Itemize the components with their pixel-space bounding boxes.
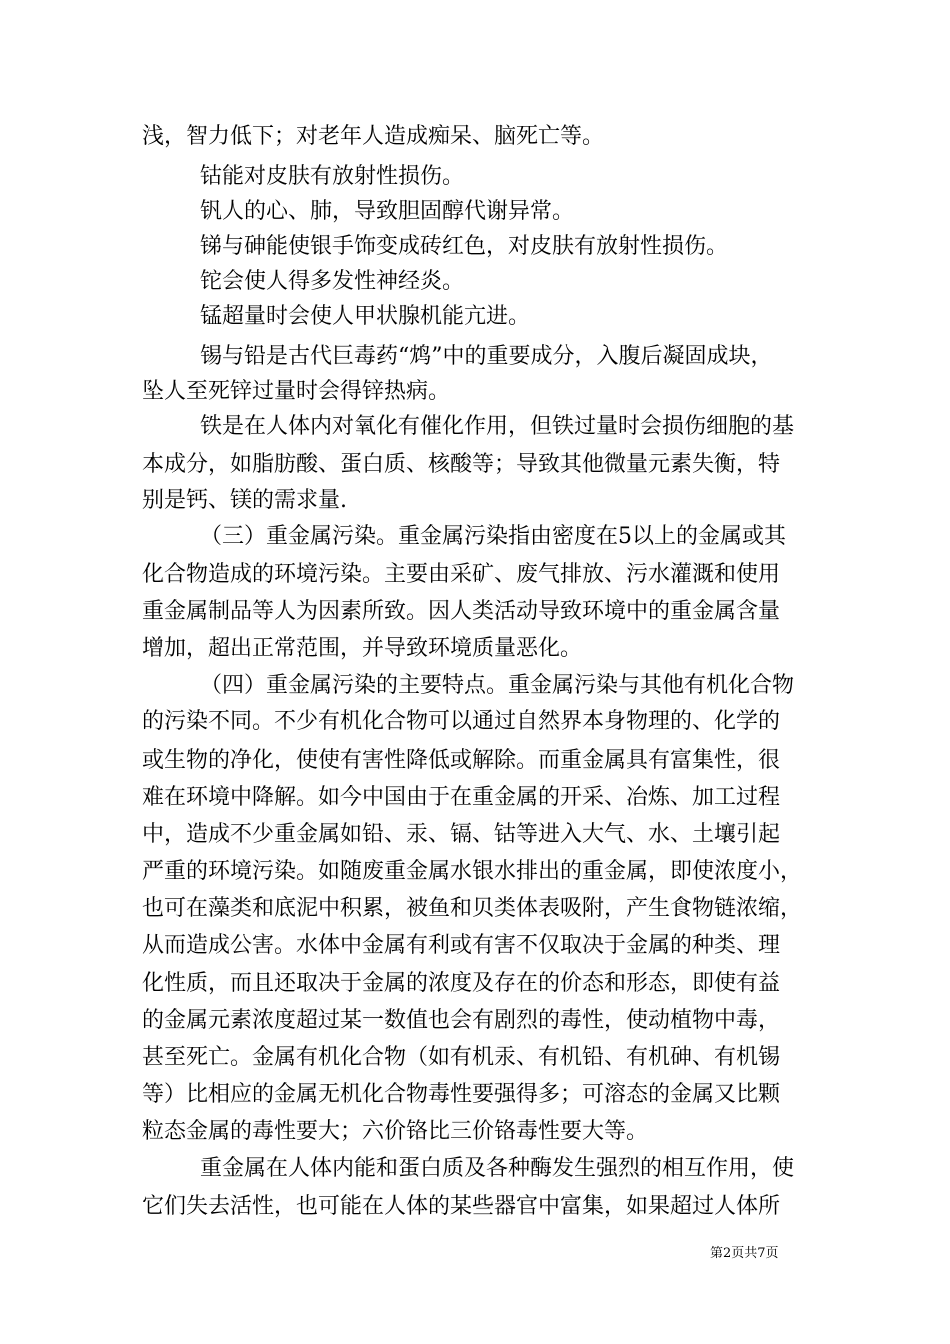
text-line: （四）重金属污染的主要特点。重金属污染与其他有机化合物	[200, 673, 795, 698]
text-line: 锰超量时会使人甲状腺机能亢进。	[200, 304, 531, 329]
text-line: 化合物造成的环境污染。主要由采矿、废气排放、污水灌溉和使用	[142, 562, 781, 587]
text-line: 本成分，如脂肪酸、蛋白质、核酸等；导致其他微量元素失衡，特	[142, 452, 781, 477]
page-number: 第2页共7页	[710, 1246, 779, 1261]
text-line: 的污染不同。不少有机化合物可以通过自然界本身物理的、化学的	[142, 709, 781, 734]
text-line: 它们失去活性，也可能在人体的某些器官中富集，如果超过人体所	[142, 1194, 781, 1219]
text-line: 坠人至死锌过量时会得锌热病。	[142, 379, 451, 404]
text-line: 浅，智力低下；对老年人造成痴呆、脑死亡等。	[142, 124, 605, 149]
text-line: 铁是在人体内对氧化有催化作用，但铁过量时会损伤细胞的基	[200, 414, 795, 439]
text-line: 甚至死亡。金属有机化合物（如有机汞、有机铅、有机砷、有机锡	[142, 1045, 781, 1070]
text-line: 锑与砷能使银手饰变成砖红色，对皮肤有放射性损伤。	[200, 234, 729, 259]
text-line: 严重的环境污染。如随废重金属水银水排出的重金属，即使浓度小，	[142, 859, 803, 884]
text-line: 重金属制品等人为因素所致。因人类活动导致环境中的重金属含量	[142, 599, 781, 624]
text-line: 也可在藻类和底泥中积累，被鱼和贝类体表吸附，产生食物链浓缩，	[142, 896, 803, 921]
text-line: 化性质，而且还取决于金属的浓度及存在的价态和形态，即使有益	[142, 971, 781, 996]
text-line: 钴能对皮肤有放射性损伤。	[200, 164, 465, 189]
text-line: 中，造成不少重金属如铅、汞、镉、钴等进入大气、水、土壤引起	[142, 822, 781, 847]
text-line: 的金属元素浓度超过某一数值也会有剧烈的毒性，使动植物中毒，	[142, 1008, 781, 1033]
text-line: 从而造成公害。水体中金属有利或有害不仅取决于金属的种类、理	[142, 933, 781, 958]
text-line: 或生物的净化，使使有害性降低或解除。而重金属具有富集性，很	[142, 748, 781, 773]
text-line: 难在环境中降解。如今中国由于在重金属的开采、冶炼、加工过程	[142, 785, 781, 810]
text-line: 等）比相应的金属无机化合物毒性要强得多；可溶态的金属又比颗	[142, 1082, 781, 1107]
text-line: 铊会使人得多发性神经炎。	[200, 269, 465, 294]
text-line: 粒态金属的毒性要大；六价铬比三价铬毒性要大等。	[142, 1119, 649, 1144]
text-line: 锡与铅是古代巨毒药“鸩”中的重要成分，入腹后凝固成块，	[200, 344, 773, 369]
text-line: 钒人的心、肺，导致胆固醇代谢异常。	[200, 199, 575, 224]
text-line: 增加，超出正常范围，并导致环境质量恶化。	[142, 636, 583, 661]
text-line: 重金属在人体内能和蛋白质及各种酶发生强烈的相互作用，使	[200, 1156, 795, 1181]
text-line: 别是钙、镁的需求量.	[142, 488, 347, 513]
text-line: （三）重金属污染。重金属污染指由密度在5以上的金属或其	[200, 524, 786, 549]
